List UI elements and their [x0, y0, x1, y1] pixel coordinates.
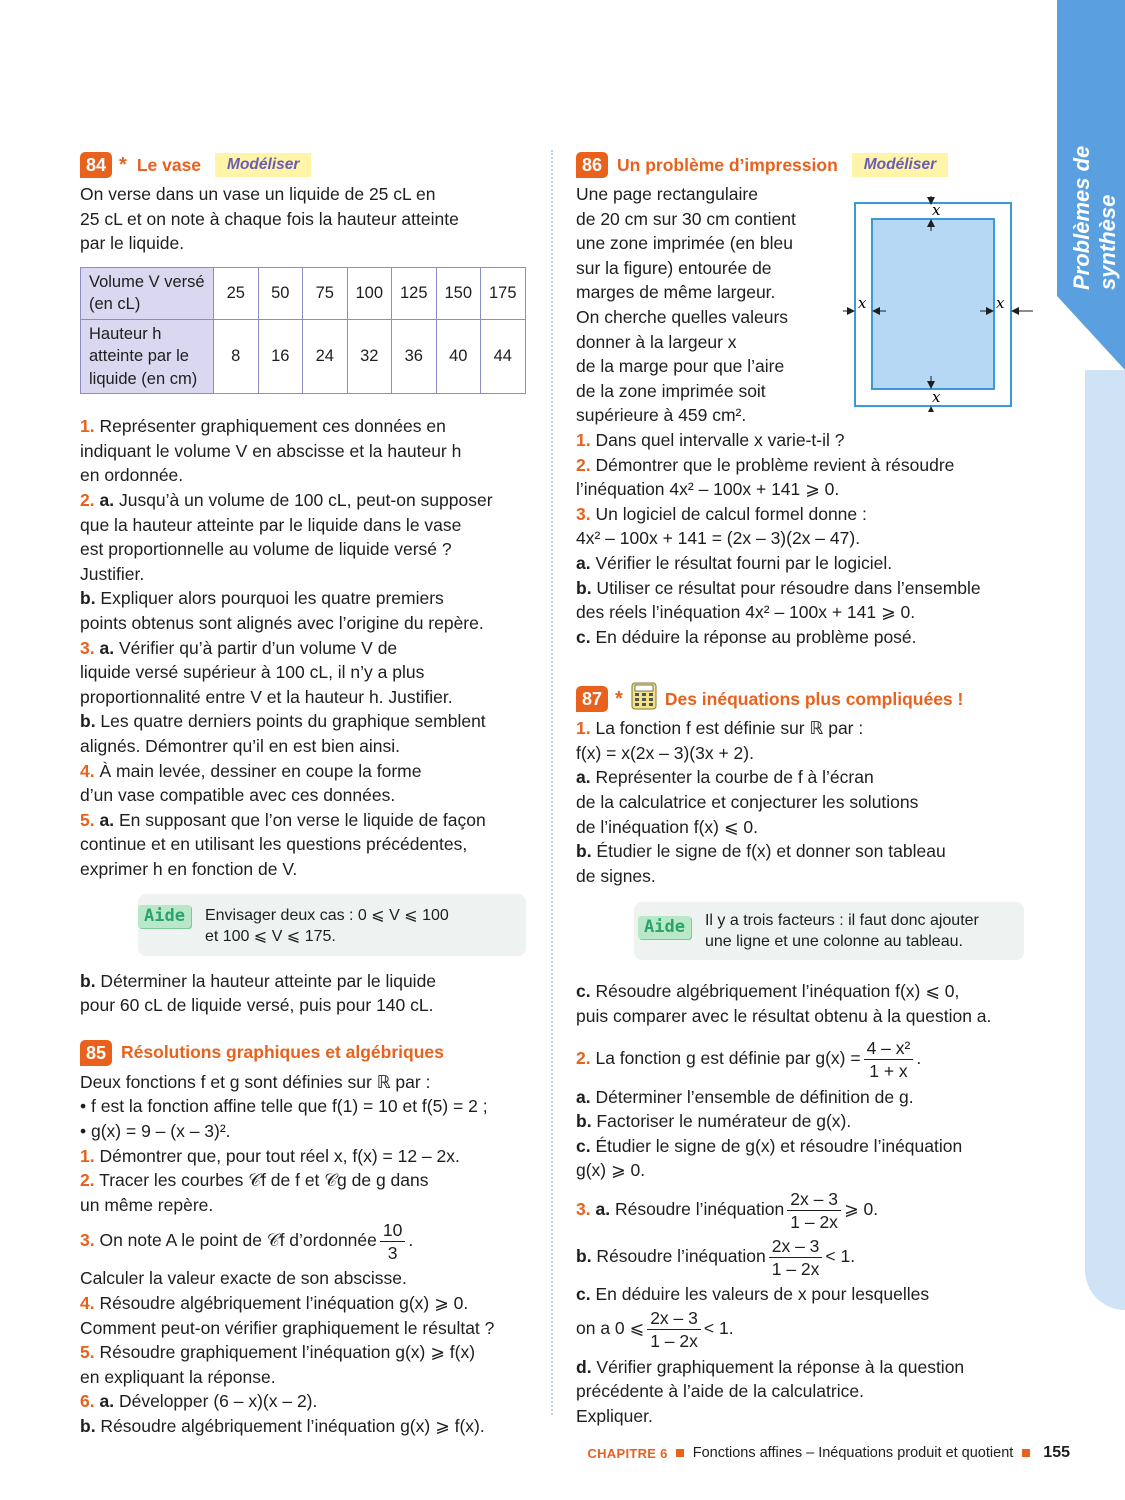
- fraction: [647, 1307, 701, 1352]
- margin-figure: [843, 196, 1038, 417]
- table-cell: 40: [436, 319, 481, 394]
- text-line: c. En déduire la réponse au problème posé.: [576, 626, 917, 647]
- table-cell: 100: [347, 267, 392, 319]
- row-header-line: atteinte par le: [89, 347, 189, 366]
- fraction-numerator: 10: [380, 1219, 405, 1242]
- text-line: g(x) ⩾ 0.: [576, 1160, 646, 1181]
- text-line: 4. Résoudre algébriquement l’inéquation g(x) ⩾ 0.: [80, 1292, 469, 1313]
- text-line: b. Factoriser le numérateur de g(x).: [576, 1111, 852, 1132]
- text-line: 25 cL et on note à chaque fois la hauteur atteinte: [80, 208, 459, 229]
- text-line: Justifier.: [80, 563, 145, 584]
- text-line: puis comparer avec le résultat obtenu à la question a.: [576, 1006, 992, 1027]
- text-line: c. Étudier le signe de g(x) et résoudre l’inéquation: [576, 1135, 963, 1156]
- text-line: une zone imprimée (en bleu: [576, 233, 793, 254]
- exercise-85: [80, 1038, 532, 1439]
- relation: < 1.: [703, 1317, 734, 1338]
- table-cell: 175: [481, 267, 526, 319]
- text-line: Deux fonctions f et g sont définies sur ℝ par :: [80, 1071, 431, 1092]
- text-line: Calculer la valeur exacte de son abscisse.: [80, 1268, 407, 1289]
- text-line: b. Étudier le signe de f(x) et donner son tableau: [576, 841, 946, 862]
- question-list: [80, 969, 532, 1018]
- q3c-text: on a 0 ⩽: [576, 1317, 645, 1338]
- row-header-line: Volume V versé: [89, 272, 205, 291]
- text-line: b. Les quatre derniers points du graphique semblent: [80, 711, 486, 732]
- fraction: [787, 1188, 841, 1233]
- exercise-number: 85: [80, 1040, 112, 1066]
- question-list: [80, 1266, 532, 1438]
- side-band: [1085, 370, 1125, 1310]
- fraction-numerator: 4 – x²: [864, 1037, 914, 1060]
- text-line: alignés. Démontrer qu’il en est bien ainsi.: [80, 736, 401, 756]
- skill-tag: Modéliser: [215, 153, 311, 177]
- exercise-87: [576, 684, 1028, 1428]
- text-line: 4x² – 100x + 141 = (2x – 3)(2x – 47).: [576, 528, 861, 549]
- relation: < 1.: [825, 1246, 856, 1267]
- question-list: [576, 716, 1028, 888]
- text-line: de l’inéquation f(x) ⩽ 0.: [576, 816, 758, 837]
- text-line: d. Vérifier graphiquement la réponse à la question: [576, 1356, 965, 1377]
- fraction-denominator: 1 – 2x: [771, 1259, 820, 1279]
- exercise-number: 87: [576, 686, 608, 712]
- fraction: [864, 1037, 914, 1082]
- data-table: [80, 267, 526, 395]
- section-tab-label: Problèmes de synthèse: [1069, 145, 1120, 290]
- hint-box: [138, 894, 526, 956]
- table-cell: 16: [258, 319, 303, 394]
- table-cell: 44: [481, 319, 526, 394]
- question-list: [576, 1085, 1028, 1183]
- text-line: marges de même largeur.: [576, 282, 776, 303]
- table-cell: 36: [392, 319, 437, 394]
- text-line: f(x) = x(2x – 3)(3x + 2).: [576, 742, 754, 763]
- text-line: • g(x) = 9 – (x – 3)².: [80, 1120, 231, 1141]
- table-row: [81, 319, 526, 394]
- left-column: [80, 150, 532, 1438]
- hint-line: une ligne et une colonne au tableau.: [704, 933, 963, 951]
- text-line: 3. Un logiciel de calcul formel donne :: [576, 503, 867, 524]
- text-line: précédente à l’aide de la calculatrice.: [576, 1381, 864, 1402]
- text-line: 2. Démontrer que le problème revient à résoudre: [576, 454, 955, 475]
- hint-line: et 100 ⩽ V ⩽ 175.: [204, 927, 336, 945]
- text-line: de la zone imprimée soit: [576, 380, 766, 401]
- text-line: b. Expliquer alors pourquoi les quatre premiers: [80, 588, 444, 609]
- question-line: 3. On note A le point de 𝒞f d’ordonnée $\frac{10}{3}$ .: [80, 1220, 414, 1264]
- text-line: On verse dans un vase un liquide de 25 cL en: [80, 184, 436, 204]
- text-line: a. Représenter la courbe de f à l’écran: [576, 767, 874, 788]
- q3b-text: b. Résoudre l’inéquation: [576, 1246, 766, 1267]
- question-line: [576, 1235, 1028, 1280]
- exercise-title: Un problème d’impression: [617, 154, 838, 175]
- square-bullet: [676, 1449, 684, 1457]
- q3a-text: 3. a. Résoudre l’inéquation: [576, 1199, 785, 1220]
- exercise-84: [80, 150, 532, 1018]
- exercise-title: Résolutions graphiques et algébriques: [121, 1042, 444, 1063]
- text-line: b. Déterminer la hauteur atteinte par le liquide: [80, 970, 437, 991]
- skill-tag: Modéliser: [852, 153, 948, 177]
- text-line: indiquant le volume V en abscisse et la hauteur h: [80, 440, 462, 461]
- question-list: [576, 1355, 1028, 1429]
- text-line: b. Résoudre algébriquement l’inéquation g(x) ⩾ f(x).: [80, 1415, 485, 1436]
- fraction-numerator: 2x – 3: [769, 1235, 823, 1258]
- page-footer: [587, 1444, 1070, 1462]
- text-line: Comment peut-on vérifier graphiquement le résultat ?: [80, 1317, 495, 1338]
- question-list: [80, 1070, 532, 1218]
- text-line: 5. Résoudre graphiquement l’inéquation g(x) ⩾ f(x): [80, 1342, 476, 1363]
- table-cell: 32: [347, 319, 392, 394]
- column-divider: [551, 150, 553, 1415]
- question-line: [576, 1188, 1028, 1233]
- text-line: de la calculatrice et conjecturer les solutions: [576, 792, 919, 813]
- question-list: [576, 428, 1028, 649]
- exercise-number: 86: [576, 152, 608, 178]
- q2-text: 2. La fonction g est définie par g(x) =: [576, 1047, 861, 1068]
- text-line: que la hauteur atteinte par le liquide dans le vase: [80, 514, 462, 535]
- text-line: 1. Dans quel intervalle x varie-t-il ?: [576, 429, 845, 450]
- question-list: [576, 979, 1028, 1028]
- hint-line: Il y a trois facteurs : il faut donc ajouter: [704, 912, 979, 930]
- fraction-denominator: 1 – 2x: [650, 1330, 698, 1351]
- text-line: de 20 cm sur 30 cm contient: [576, 208, 796, 229]
- text-line: d’un vase compatible avec ces données.: [80, 785, 396, 806]
- text-line: exprimer h en fonction de V.: [80, 858, 298, 879]
- printed-zone: [872, 219, 994, 389]
- square-bullet: [1022, 1449, 1030, 1457]
- text-line: supérieure à 459 cm².: [576, 405, 747, 426]
- text-line: points obtenus sont alignés avec l’origine du repère.: [80, 613, 484, 634]
- exercise-title: Des inéquations plus compliquées !: [664, 688, 964, 709]
- text-line: 6. a. Développer (6 – x)(x – 2).: [80, 1391, 318, 1412]
- text-line: 2. a. Jusqu’à un volume de 100 cL, peut-on supposer: [80, 490, 493, 511]
- text-line: On cherche quelles valeurs: [576, 306, 789, 327]
- text-line: • f est la fonction affine telle que f(1) = 10 et f(5) = 2 ;: [80, 1096, 488, 1117]
- text-line: un même repère.: [80, 1194, 214, 1215]
- text-line: liquide versé supérieur à 100 cL, il n’y a plus: [80, 662, 425, 683]
- exercise-number: 84: [80, 152, 112, 178]
- table-cell: 8: [214, 319, 259, 394]
- fraction-denominator: 1 – 2x: [790, 1212, 838, 1232]
- text-line: de la marge pour que l’aire: [576, 356, 785, 377]
- margin-label-top: x: [932, 201, 941, 219]
- chapter-title: Fonctions affines – Inéquations produit et quotient: [692, 1445, 1014, 1461]
- text-line: Une page rectangulaire: [576, 184, 758, 204]
- exercise-title: Le vase: [136, 154, 202, 175]
- page-number: 155: [1043, 1444, 1070, 1461]
- table-cell: 50: [258, 267, 303, 319]
- table-cell: 75: [303, 267, 348, 319]
- row-header-line: (en cL): [89, 295, 141, 314]
- fraction-denominator: 3: [387, 1243, 398, 1264]
- row-header-line: Hauteur h: [89, 324, 162, 343]
- margin-label-right: x: [996, 294, 1005, 312]
- text-line: est proportionnelle au volume de liquide versé ?: [80, 539, 452, 560]
- fraction-denominator: 1 + x: [869, 1060, 908, 1081]
- text-line: b. Utiliser ce résultat pour résoudre dans l’ensemble: [576, 577, 981, 598]
- text-line: Expliquer.: [576, 1405, 653, 1426]
- table-row: [81, 267, 526, 319]
- text-line: en expliquant la réponse.: [80, 1366, 276, 1387]
- text-line: l’inéquation 4x² – 100x + 141 ⩾ 0.: [576, 479, 840, 500]
- margin-label-bottom: x: [932, 388, 941, 406]
- text-line: 1. Représenter graphiquement ces données en: [80, 416, 446, 437]
- text-line: sur la figure) entourée de: [576, 257, 772, 278]
- chapter-label: CHAPITRE 6: [587, 1445, 668, 1461]
- margin-label-left: x: [858, 294, 867, 312]
- question-line: c. En déduire les valeurs de x pour lesquelles: [576, 1284, 930, 1304]
- hint-label: Aide: [638, 916, 691, 939]
- table-cell: 125: [392, 267, 437, 319]
- fraction: [769, 1235, 823, 1280]
- table-cell: 24: [303, 319, 348, 394]
- q3-text: 3. On note A le point de 𝒞f d’ordonnée: [80, 1230, 377, 1251]
- hint-box: [634, 902, 1024, 960]
- text-line: donner à la largeur x: [576, 331, 737, 352]
- text-line: des réels l’inéquation 4x² – 100x + 141 ⩾ 0.: [576, 602, 916, 623]
- text-line: a. Vérifier le résultat fourni par le logiciel.: [576, 552, 893, 573]
- text-line: continue et en utilisant les questions précédentes,: [80, 834, 468, 855]
- difficulty-star: *: [615, 687, 623, 710]
- hint-label: Aide: [138, 905, 191, 928]
- text-line: 2. Tracer les courbes 𝒞f de f et 𝒞g de g dans: [80, 1170, 429, 1191]
- text-line: en ordonnée.: [80, 465, 184, 486]
- table-cell: 25: [214, 267, 259, 319]
- question-line: [576, 1307, 1028, 1352]
- text-line: 1. La fonction f est définie sur ℝ par :: [576, 718, 864, 739]
- question-list: [80, 414, 532, 881]
- row-header: [81, 267, 214, 319]
- row-header-line: liquide (en cm): [89, 369, 198, 388]
- fraction: [380, 1219, 405, 1264]
- text-line: par le liquide.: [80, 233, 185, 254]
- question-line: 2. La fonction g est définie par g(x) = $\frac{\text{4 – x²}}{1 + x}$ .: [576, 1037, 922, 1081]
- relation: ⩾ 0.: [843, 1199, 879, 1220]
- text-line: 5. a. En supposant que l’on verse le liquide de façon: [80, 809, 486, 830]
- fraction-numerator: 2x – 3: [787, 1188, 841, 1211]
- text-line: pour 60 cL de liquide versé, puis pour 140 cL.: [80, 995, 434, 1016]
- text-line: 3. a. Vérifier qu’à partir d’un volume V de: [80, 637, 398, 658]
- text-line: 4. À main levée, dessiner en coupe la forme: [80, 760, 422, 781]
- text-line: a. Déterminer l’ensemble de définition de g.: [576, 1086, 914, 1107]
- hint-line: Envisager deux cas : 0 ⩽ V ⩽ 100: [204, 906, 449, 924]
- table-cell: 150: [436, 267, 481, 319]
- text-line: c. Résoudre algébriquement l’inéquation f(x) ⩽ 0,: [576, 981, 960, 1002]
- row-header: [81, 319, 214, 394]
- text-line: 1. Démontrer que, pour tout réel x, f(x) = 12 – 2x.: [80, 1145, 460, 1166]
- fraction-numerator: 2x – 3: [647, 1307, 701, 1330]
- text-line: proportionnalité entre V et la hauteur h. Justifier.: [80, 686, 453, 707]
- calculator-icon: [631, 682, 657, 717]
- difficulty-star: *: [119, 153, 127, 176]
- text-line: de signes.: [576, 865, 656, 886]
